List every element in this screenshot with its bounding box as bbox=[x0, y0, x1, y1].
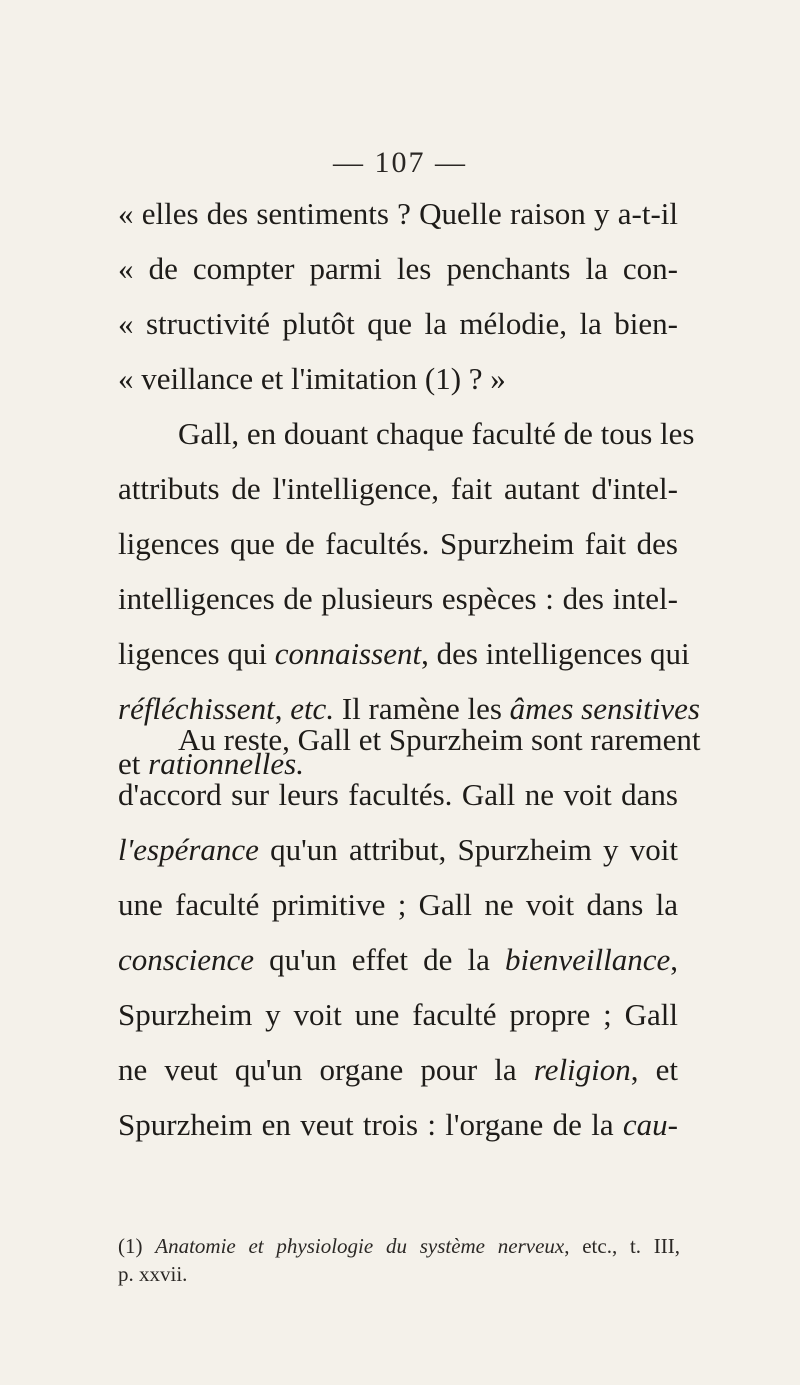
main-text-bottom bbox=[118, 712, 701, 1152]
quote-line-1: « elles des sentiments ? Quelle raison y a-t-il bbox=[118, 196, 678, 231]
emphasis-rationnelles: rationnelles. bbox=[148, 746, 304, 781]
text-run: et bbox=[118, 746, 149, 781]
emphasis-ames-sensitives: âmes sensitives bbox=[509, 691, 700, 726]
emphasis-esperance: l'espérance bbox=[118, 832, 259, 867]
emphasis-religion: religion bbox=[533, 1052, 631, 1087]
footnote-line-1 bbox=[118, 1232, 680, 1260]
para2-line-3: ligences que de facultés. Spurzheim fait des bbox=[118, 526, 678, 561]
text-run: ne veut qu'un organe pour la bbox=[118, 1052, 534, 1087]
footnote-title: Anatomie et physiologie du système nerveux bbox=[155, 1234, 565, 1258]
quote-line-2: « de compter parmi les penchants la con- bbox=[118, 251, 678, 286]
emphasis-etc: etc. bbox=[290, 691, 335, 726]
emphasis-conscience: conscience bbox=[118, 942, 254, 977]
para3-line-5 bbox=[118, 932, 678, 987]
para3-line-3 bbox=[118, 822, 678, 877]
page-number-header: — 107 — bbox=[333, 146, 467, 179]
quote-line-3: « structivité plutôt que la mélodie, la bien- bbox=[118, 306, 678, 341]
para3-line-4: une faculté primitive ; Gall ne voit dans la bbox=[118, 887, 678, 922]
para3-line-1: Au reste, Gall et Spurzheim sont rarement bbox=[178, 722, 701, 757]
text-run: , et bbox=[630, 1052, 678, 1087]
main-text-top bbox=[118, 186, 701, 791]
para2-line-1: Gall, en douant chaque faculté de tous les bbox=[178, 416, 695, 451]
footnote bbox=[118, 1232, 680, 1288]
emphasis-connaissent: connaissent bbox=[274, 636, 422, 671]
text-run: , etc., t. III, bbox=[564, 1234, 681, 1258]
para2-line-4: intelligences de plusieurs espèces : des intel- bbox=[118, 581, 678, 616]
text-run: , bbox=[670, 942, 678, 977]
para2-line-5 bbox=[118, 626, 690, 681]
para2-line-2: attributs de l'intelligence, fait autant d'intel- bbox=[118, 471, 678, 506]
emphasis-reflechissent: réfléchissent bbox=[118, 691, 275, 726]
para3-line-8 bbox=[118, 1097, 678, 1152]
footnote-line-2: p. xxvii. bbox=[118, 1262, 188, 1286]
footnote-marker: (1) bbox=[118, 1234, 156, 1258]
text-run: , des intelligences qui bbox=[421, 636, 690, 671]
text-run: qu'un effet de la bbox=[253, 942, 505, 977]
emphasis-cau: cau- bbox=[622, 1107, 678, 1142]
quote-line-4: « veillance et l'imitation (1) ? » bbox=[118, 361, 506, 396]
text-run: Spurzheim en veut trois : l'organe de la bbox=[118, 1107, 623, 1142]
text-run: Il ramène les bbox=[334, 691, 510, 726]
text-run: , bbox=[274, 691, 291, 726]
para3-line-6: Spurzheim y voit une faculté propre ; Gall bbox=[118, 997, 678, 1032]
text-run: qu'un attribut, Spurzheim y voit bbox=[258, 832, 678, 867]
emphasis-bienveillance: bienveillance bbox=[505, 942, 671, 977]
para3-line-7 bbox=[118, 1042, 678, 1097]
para3-line-2: d'accord sur leurs facultés. Gall ne voit dans bbox=[118, 777, 678, 812]
text-run: ligences qui bbox=[118, 636, 275, 671]
